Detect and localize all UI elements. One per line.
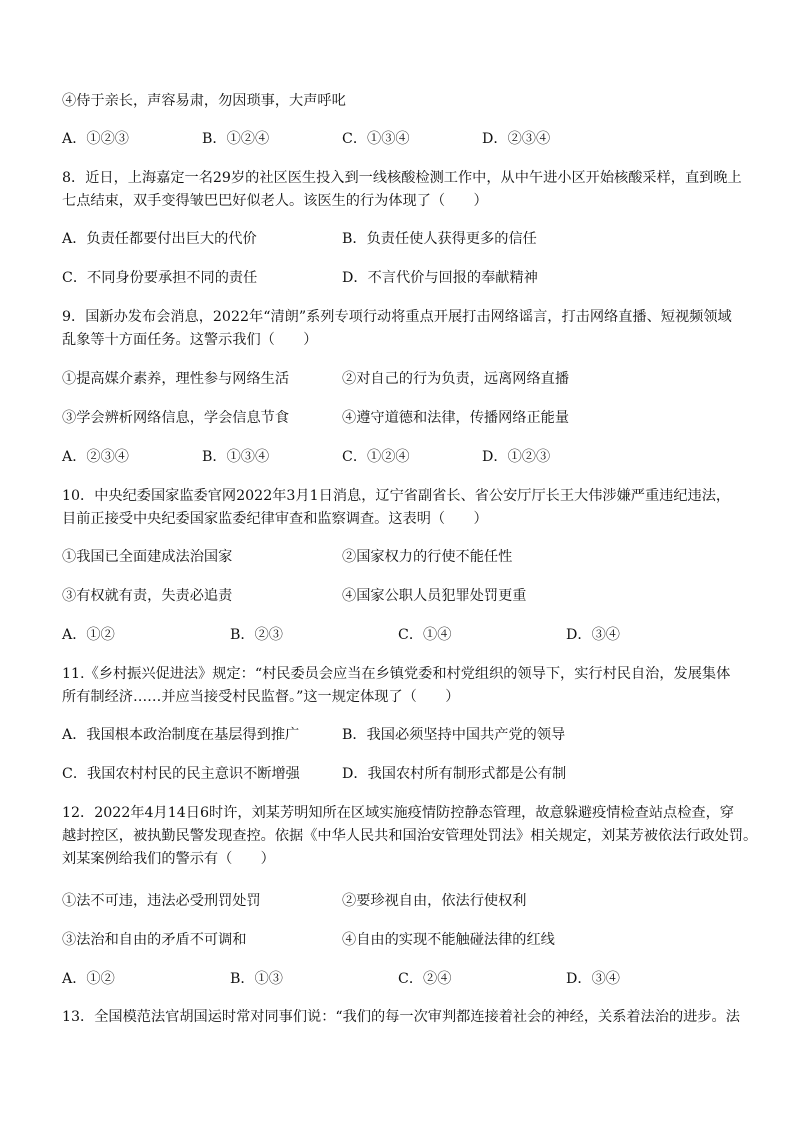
q12-stem-line-2: 越封控区，被执勤民警发现查控。依据《中华人民共和国治安管理处罚法》相关规定，刘某芳被依法行政处罚。 [62, 828, 758, 844]
q12-stem-line-1: 12．2022年4月14日6时许，刘某芳明知所在区域实施疫情防控静态管理，故意躲避疫情检查站点检查，穿 [62, 805, 734, 821]
q12-option-d: D．③④ [566, 971, 620, 987]
q12-statement-4: ④自由的实现不能触碰法律的红线 [342, 932, 555, 948]
q8-option-b: B．负责任使人获得更多的信任 [342, 231, 537, 247]
q11-option-b: B．我国必须坚持中国共产党的领导 [342, 727, 566, 743]
q12-option-b: B．①③ [230, 971, 283, 987]
q12-option-a: A．①② [62, 971, 115, 987]
q10-option-a: A．①② [62, 627, 115, 643]
q12-statement-2: ②要珍视自由，依法行使权利 [342, 893, 527, 909]
q11-option-d: D．我国农村所有制形式都是公有制 [342, 766, 567, 782]
q12-option-c: C．②④ [398, 971, 452, 987]
q10-statement-3: ③有权就有责，失责必追责 [62, 588, 233, 604]
q10-statement-2: ②国家权力的行使不能任性 [342, 549, 513, 565]
q8-option-d: D．不言代价与回报的奉献精神 [342, 270, 538, 286]
q10-stem-line-2: 目前正接受中央纪委国家监委纪律审查和监察调查。这表明（ ） [62, 511, 488, 527]
q9-option-c: C．①②④ [342, 449, 410, 465]
q9-stem-line-1: 9．国新办发布会消息，2022年“清朗”系列专项行动将重点开展打击网络谣言，打击网络直播、短视频领域 [62, 309, 732, 325]
q11-stem-line-2: 所有制经济……并应当接受村民监督。”这一规定体现了（ ） [62, 689, 460, 705]
q13-stem-line-1: 13．全国模范法官胡国运时常对同事们说：“我们的每一次审判都连接着社会的神经，关系着法治的进步。法 [62, 1009, 740, 1025]
q7-option-c: C．①③④ [342, 131, 410, 147]
q11-option-a: A．我国根本政治制度在基层得到推广 [62, 727, 300, 743]
q9-option-a: A．②③④ [62, 449, 129, 465]
q12-statement-1: ①法不可违，违法必受刑罚处罚 [62, 893, 261, 909]
q10-option-b: B．②③ [230, 627, 283, 643]
q9-stem-line-2: 乱象等十方面任务。这警示我们（ ） [62, 332, 318, 348]
q10-option-c: C．①④ [398, 627, 452, 643]
q9-option-b: B．①③④ [202, 449, 270, 465]
q12-statement-3: ③法治和自由的矛盾不可调和 [62, 932, 247, 948]
q11-stem-line-1: 11.《乡村振兴促进法》规定：“村民委员会应当在乡镇党委和村党组织的领导下，实行村民自治，发展集体 [62, 666, 731, 682]
q11-option-c: C．我国农村村民的民主意识不断增强 [62, 766, 300, 782]
q8-stem-line-1: 8．近日，上海嘉定一名29岁的社区医生投入到一线核酸检测工作中，从中午进小区开始核酸采样，直到晚上 [62, 170, 742, 186]
q9-statement-1: ①提高媒介素养，理性参与网络生活 [62, 371, 290, 387]
q10-statement-4: ④国家公职人员犯罪处罚更重 [342, 588, 527, 604]
q7-option-b: B．①②④ [202, 131, 270, 147]
q9-option-d: D．①②③ [482, 449, 551, 465]
q10-option-d: D．③④ [566, 627, 620, 643]
q9-statement-4: ④遵守道德和法律，传播网络正能量 [342, 410, 570, 426]
q7-option-d: D．②③④ [482, 131, 551, 147]
q12-stem-line-3: 刘某案例给我们的警示有（ ） [62, 851, 275, 867]
q10-stem-line-1: 10．中央纪委国家监委官网2022年3月1日消息，辽宁省副省长、省公安厅厅长王大伟涉嫌严重违纪违法， [62, 488, 731, 504]
q8-option-a: A．负责任都要付出巨大的代价 [62, 231, 257, 247]
q7-statement-4: ④侍于亲长，声容易肃，勿因琐事，大声呼叱 [62, 93, 346, 109]
q9-statement-2: ②对自己的行为负责，远离网络直播 [342, 371, 570, 387]
q8-stem-line-2: 七点结束，双手变得皱巴巴好似老人。该医生的行为体现了（ ） [62, 193, 488, 209]
q10-statement-1: ①我国已全面建成法治国家 [62, 549, 233, 565]
q9-statement-3: ③学会辨析网络信息，学会信息节食 [62, 410, 290, 426]
q8-option-c: C．不同身份要承担不同的责任 [62, 270, 258, 286]
q7-option-a: A．①②③ [62, 131, 129, 147]
